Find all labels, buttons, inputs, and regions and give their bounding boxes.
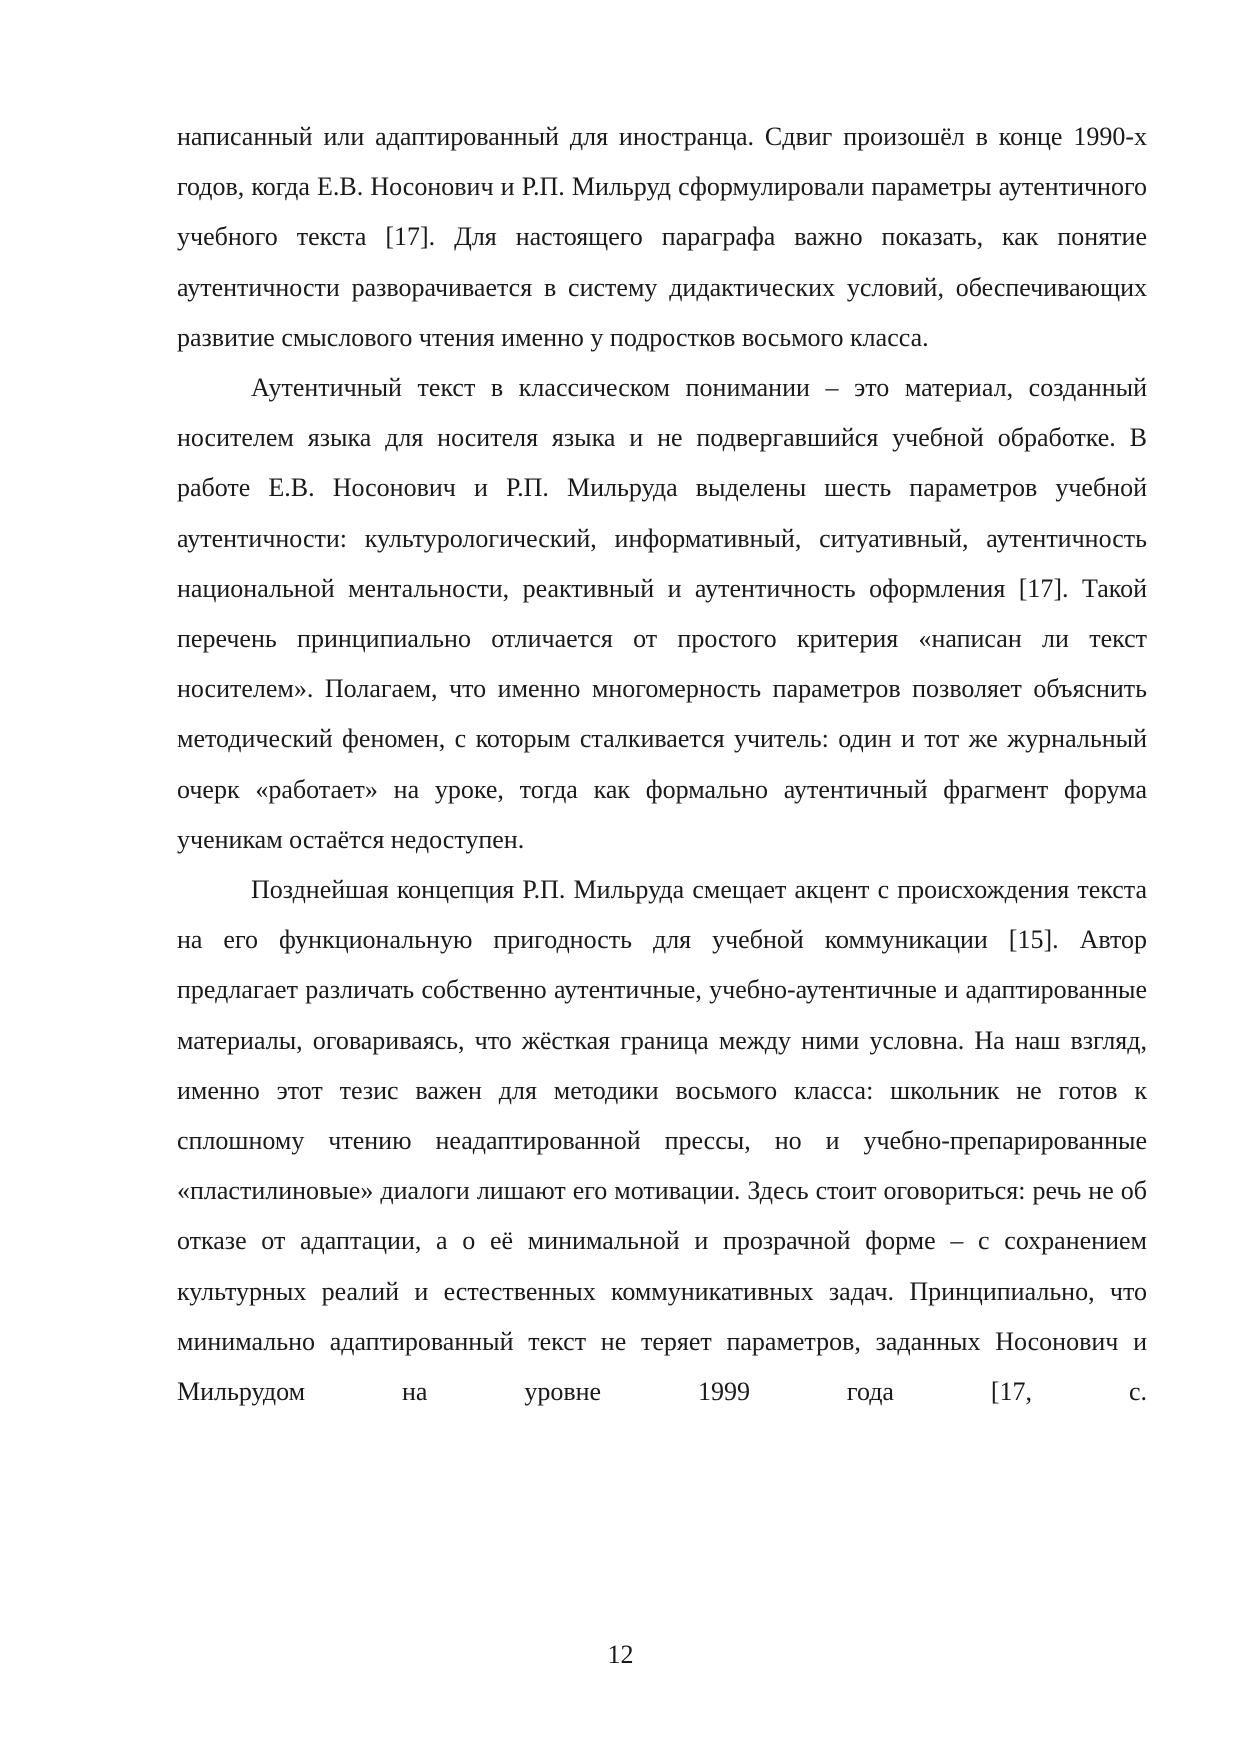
paragraph-3: Позднейшая концепция Р.П. Мильруда смещает акцент с происхождения текста на его функциональную пригодность для учебной коммуникации [15]. Автор предлагает различать собственно аутентичные, учебно-аутентичные и адаптированные материалы, оговариваясь, что жёсткая граница между ними условна. На наш взгляд, именно этот тезис важен для методики восьмого класса: школьник не готов к сплошному чтению неадаптированной прессы, но и учебно-препарированные «пластилиновые» диалоги лишают его мотивации. Здесь стоит оговориться: речь не об отказе от адаптации, а о её минимальной и прозрачной форме – с сохранением культурных реалий и естественных коммуникативных задач. Принципиально, что минимально адаптированный текст не теряет параметров, заданных Носонович и Мильрудом на уровне 1999 года [17, с. bbox=[177, 875, 1147, 1407]
body-text bbox=[177, 112, 1147, 1417]
paragraph-2: Аутентичный текст в классическом понимании – это материал, созданный носителем языка для носителя языка и не подвергавшийся учебной обработке. В работе Е.В. Носонович и Р.П. Мильруда выделены шесть параметров учебной аутентичности: культурологический, информативный, ситуативный, аутентичность национальной ментальности, реактивный и аутентичность оформления [17]. Такой перечень принципиально отличается от простого критерия «написан ли текст носителем». Полагаем, что именно многомерность параметров позволяет объяснить методический феномен, с которым сталкивается учитель: один и тот же журнальный очерк «работает» на уроке, тогда как формально аутентичный фрагмент форума ученикам остаётся недоступен. bbox=[177, 373, 1147, 854]
paragraph-1: написанный или адаптированный для иностранца. Сдвиг произошёл в конце 1990-х годов, когда Е.В. Носонович и Р.П. Мильруд сформулировали параметры аутентичного учебного текста [17]. Для настоящего параграфа важно показать, как понятие аутентичности разворачивается в систему дидактических условий, обеспечивающих развитие смыслового чтения именно у подростков восьмого класса. bbox=[177, 122, 1147, 352]
page-number: 12 bbox=[607, 1640, 634, 1669]
